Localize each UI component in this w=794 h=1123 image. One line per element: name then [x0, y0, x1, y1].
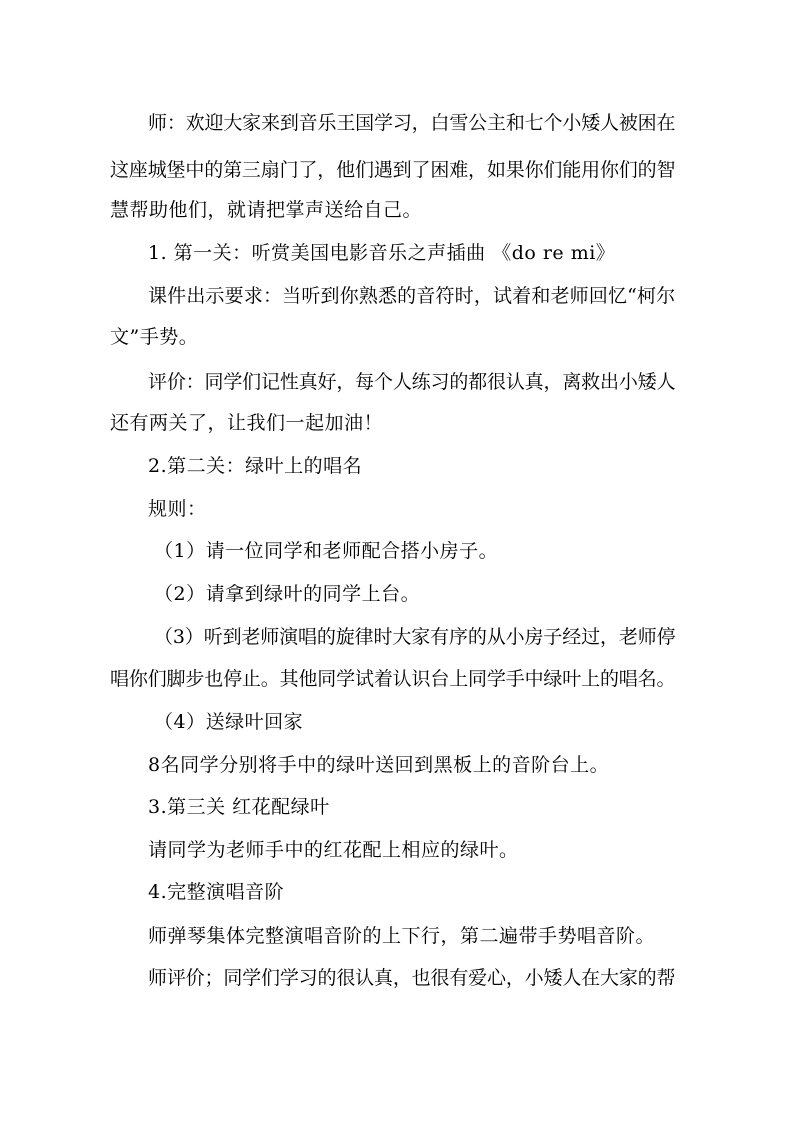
paragraph-line: 师评价；同学们学习的很认真，也很有爱心，小矮人在大家的帮 — [148, 967, 676, 989]
list-item: （2）请拿到绿叶的同学上台。 — [154, 583, 421, 605]
paragraph-line: 师：欢迎大家来到音乐王国学习，白雪公主和七个小矮人被困在 — [148, 112, 676, 134]
section-heading: 3.第三关 红花配绿叶 — [148, 796, 330, 818]
list-item: （1）请一位同学和老师配合搭小房子。 — [154, 540, 499, 562]
paragraph-line: 这座城堡中的第三扇门了，他们遇到了困难，如果你们能用你们的智 — [110, 159, 676, 181]
paragraph-line: 评价：同学们记性真好，每个人练习的都很认真，离救出小矮人 — [148, 371, 676, 393]
paragraph-line: 请同学为老师手中的红花配上相应的绿叶。 — [148, 839, 519, 861]
paragraph-line: 师弹琴集体完整演唱音阶的上下行，第二遍带手势唱音阶。 — [148, 925, 656, 947]
paragraph-line: 8名同学分别将手中的绿叶送回到黑板上的音阶台上。 — [148, 754, 610, 776]
paragraph-line: 慧帮助他们，就请把掌声送给自己。 — [110, 199, 423, 221]
section-heading: 4.完整演唱音阶 — [148, 881, 285, 903]
section-heading: 1. 第一关：听赏美国电影音乐之声插曲 《do re mi》 — [148, 242, 616, 264]
list-item: （4）送绿叶回家 — [154, 711, 304, 733]
section-heading: 2.第二关：绿叶上的唱名 — [148, 455, 363, 477]
paragraph-line: 文”手势。 — [110, 326, 199, 348]
paragraph-line: 唱你们脚步也停止。其他同学试着认识台上同学手中绿叶上的唱名。 — [110, 668, 676, 690]
paragraph-line: 还有两关了，让我们一起加油！ — [110, 412, 384, 434]
paragraph-line: 课件出示要求：当听到你熟悉的音符时，试着和老师回忆“柯尔 — [148, 285, 676, 307]
list-item: （3）听到老师演唱的旋律时大家有序的从小房子经过，老师停 — [154, 626, 676, 648]
paragraph-line: 规则： — [148, 498, 207, 520]
